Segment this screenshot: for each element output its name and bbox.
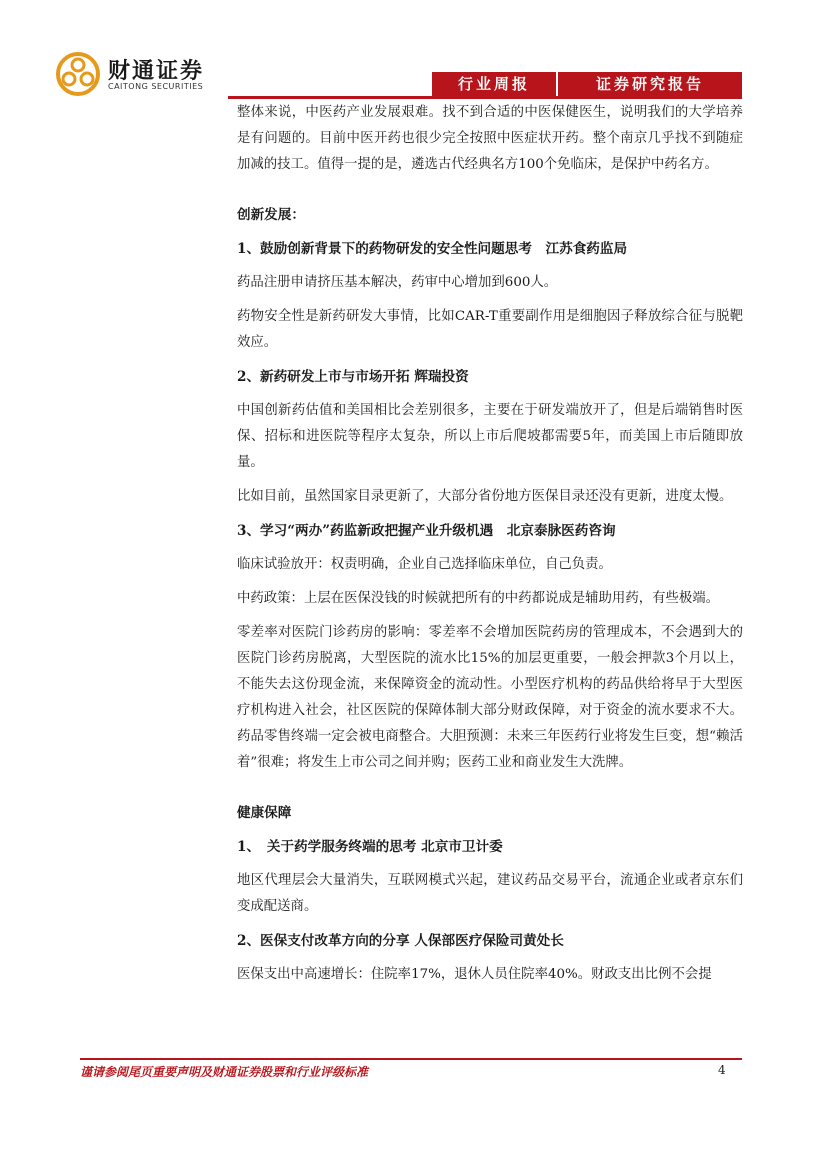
paragraph: 药物安全性是新药研发大事情，比如CAR-T重要副作用是细胞因子释放综合征与脱靶效应。: [237, 309, 743, 350]
logo-chinese-name: 财通证券: [108, 59, 205, 84]
report-body: [237, 100, 743, 988]
paragraph: 零差率对医院门诊药房的影响：零差率不会增加医院药房的管理成本，不会遇到大的医院门诊药房脱离，大型医院的流水比15%的加层更重要，一般会押款3个月以上，不能失去这份现金流，来保障资金的流动性。小型医疗机构的药品供给将早于大型医疗机构进入社会，社区医院的保障体制大部分财政保障，对于资金的流水要求不大。药品零售终端一定会被电商整合。大胆预测：未来三年医药行业将发生巨变，想“赖活着”很难；将发生上市公司之间并购；医药工业和商业发生大洗牌。: [237, 625, 743, 770]
paragraph: 药品注册申请挤压基本解决，药审中心增加到600人。: [237, 275, 558, 290]
subsection-heading: 3、学习“两办”药监新政把握产业升级机遇 北京泰脉医药咨询: [237, 523, 616, 539]
paragraph: 医保支出中高速增长：住院率17%，退休人员住院率40%。财政支出比例不会提: [237, 967, 712, 982]
subsection-heading: 1、 关于药学服务终端的思考 北京市卫计委: [237, 839, 503, 855]
subsection-heading: 2、新药研发上市与市场开拓 辉瑞投资: [237, 369, 469, 385]
footer-disclaimer: 谨请参阅尾页重要声明及财通证券股票和行业评级标准: [80, 1065, 369, 1079]
page-header: [0, 0, 827, 100]
paragraph: 中国创新药估值和美国相比会差别很多，主要在于研发端放开了，但是后端销售时医保、招标和进医院等程序太复杂，所以上市后爬坡都需要5年，而美国上市后随即放量。: [237, 403, 743, 470]
footer-divider: [80, 1058, 742, 1060]
section-heading-innovation: 创新发展：: [237, 207, 305, 223]
subsection-heading: 1、鼓励创新背景下的药物研发的安全性问题思考 江苏食药监局: [237, 241, 628, 257]
paragraph: 临床试验放开：权责明确，企业自己选择临床单位，自己负责。: [237, 557, 612, 572]
paragraph: 整体来说，中医药产业发展艰难。找不到合适的中医保健医生，说明我们的大学培养是有问题的。目前中医开药也很少完全按照中医症状开药。整个南京几乎找不到随症加减的技工。值得一提的是，遴选古代经典名方100个免临床，是保护中药名方。: [237, 105, 743, 172]
section-heading-health: 健康保障: [237, 805, 292, 821]
company-logo: [56, 52, 216, 98]
page-number: 4: [718, 1063, 726, 1077]
label-research-report: 证券研究报告: [558, 72, 742, 96]
caitong-logo-icon: [56, 52, 100, 96]
label-industry-weekly: 行业周报: [432, 72, 556, 96]
paragraph: 中药政策：上层在医保没钱的时候就把所有的中药都说成是辅助用药，有些极端。: [237, 591, 720, 606]
subsection-heading: 2、医保支付改革方向的分享 人保部医疗保险司黄处长: [237, 933, 564, 949]
paragraph: 比如目前，虽然国家目录更新了，大部分省份地方医保目录还没有更新，进度太慢。: [237, 489, 733, 504]
paragraph: 地区代理层会大量消失，互联网模式兴起，建议药品交易平台，流通企业或者京东们变成配送商。: [237, 873, 743, 914]
logo-english-name: CAITONG SECURITIES: [108, 82, 204, 91]
header-divider: [228, 96, 742, 99]
